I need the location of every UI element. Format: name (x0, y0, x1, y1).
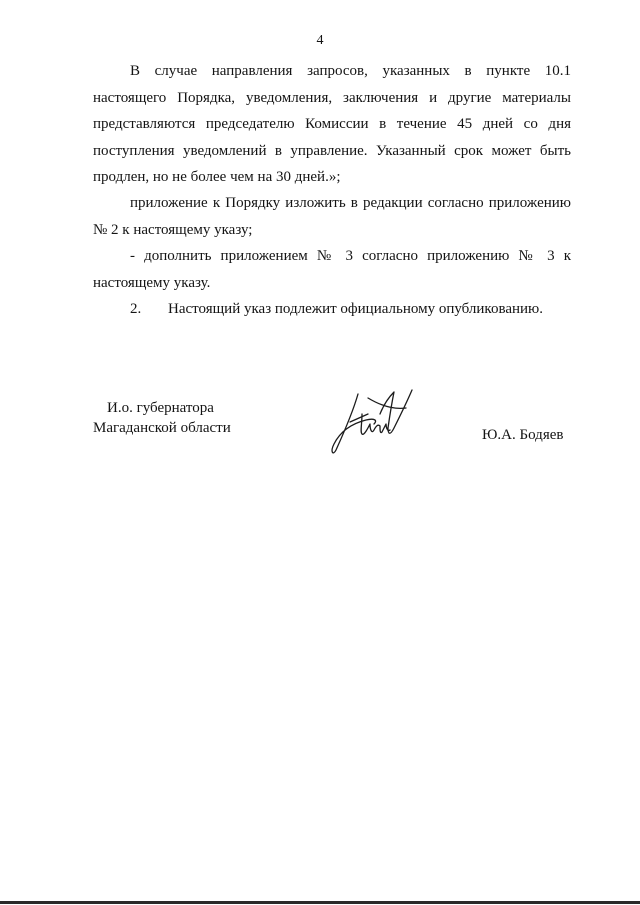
handwritten-signature (328, 384, 420, 456)
paragraph-appendix-edit: приложение к Порядку изложить в редакции согласно приложению № 2 к настоящему указу; (93, 195, 571, 238)
item-2-number: 2. (130, 301, 142, 317)
page-number: 4 (316, 33, 324, 48)
item-2 (93, 296, 571, 323)
item-2-text: Настоящий указ подлежит официальному опубликованию. (168, 301, 544, 317)
paragraph-request-deadline: В случае направления запросов, указанных в пункте 10.1 настоящего Порядка, уведомления, заключения и другие материалы представляются председателю Комиссии в течение 45 дней со дня поступления уведомлений в управление. Указанный срок может быть продлен, но не более чем на 30 дней.»; (93, 63, 571, 185)
signatory-title-line2: Магаданской области (93, 420, 231, 436)
bottom-rule (0, 901, 640, 904)
signatory-title-line1: И.о. губернатора (107, 400, 214, 416)
signatory-title (93, 398, 231, 438)
paragraph-appendix-add: - дополнить приложением № 3 согласно приложению № 3 к настоящему указу. (93, 248, 571, 291)
signatory-name: Ю.А. Бодяев (482, 427, 564, 443)
